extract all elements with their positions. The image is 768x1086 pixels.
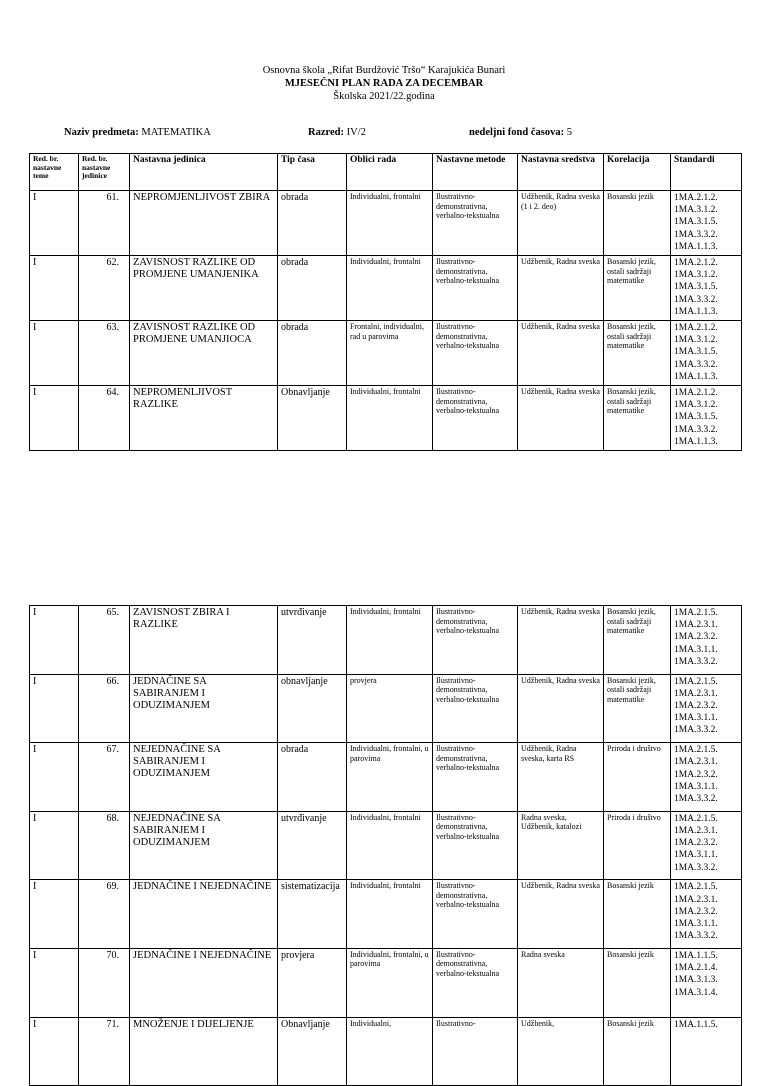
header-nastavna-jedinica: Nastavna jedinica: [130, 154, 278, 191]
cell-teme: I: [30, 386, 79, 451]
table-row: [30, 880, 742, 949]
cell-standardi: 1MA.2.1.2. 1MA.3.1.2. 1MA.3.1.5. 1MA.3.3.2. 1MA.1.1.3.: [671, 321, 742, 386]
cell-unit: NEJEDNAČINE SA SABIRANJEM I ODUZIMANJEM: [130, 743, 278, 812]
header-oblici-rada: Oblici rada: [347, 154, 433, 191]
cell-metode: Ilustrativno-demonstrativna, verbalno-tekstualna: [433, 256, 518, 321]
cell-standardi: 1MA.2.1.5. 1MA.2.3.1. 1MA.2.3.2. 1MA.3.1.1. 1MA.3.3.2.: [671, 880, 742, 949]
cell-unit: JEDNAČINE I NEJEDNAČINE: [130, 880, 278, 949]
table-row: [30, 743, 742, 812]
cell-sredstva: Udžbenik,: [518, 1017, 604, 1086]
cell-oblici: Individualni,: [347, 1017, 433, 1086]
cell-unit: NEPROMENLJIVOST RAZLIKE: [130, 386, 278, 451]
cell-num: 70.: [79, 948, 130, 1017]
cell-teme: I: [30, 191, 79, 256]
cell-teme: I: [30, 1017, 79, 1086]
header-nastavne-metode: Nastavne metode: [433, 154, 518, 191]
header-standardi: Standardi: [671, 154, 742, 191]
cell-sredstva: Udžbenik, Radna sveska (1 i 2. deo): [518, 191, 604, 256]
subject-field: [64, 127, 211, 138]
cell-tip: obnavljanje: [278, 674, 347, 743]
cell-korelacija: Priroda i društvo: [604, 743, 671, 812]
cell-korelacija: Priroda i društvo: [604, 811, 671, 880]
cell-teme: I: [30, 811, 79, 880]
table-row: [30, 256, 742, 321]
cell-teme: I: [30, 880, 79, 949]
cell-korelacija: Bosanski jezik: [604, 948, 671, 1017]
cell-oblici: Individualni, frontalni: [347, 191, 433, 256]
cell-teme: I: [30, 606, 79, 675]
table-header-row: [30, 154, 742, 191]
subject-label: Naziv predmeta:: [64, 127, 139, 138]
cell-sredstva: Udžbenik, Radna sveska, karta RS: [518, 743, 604, 812]
cell-tip: utvrđivanje: [278, 606, 347, 675]
cell-num: 63.: [79, 321, 130, 386]
cell-oblici: Individualni, frontalni, u parovima: [347, 743, 433, 812]
cell-unit: MNOŽENJE I DIJELJENJE: [130, 1017, 278, 1086]
cell-standardi: 1MA.2.1.5. 1MA.2.3.1. 1MA.2.3.2. 1MA.3.1.1. 1MA.3.3.2.: [671, 674, 742, 743]
cell-korelacija: Bosanski jezik, ostali sadržaji matematike: [604, 321, 671, 386]
cell-tip: utvrđivanje: [278, 811, 347, 880]
cell-tip: provjera: [278, 948, 347, 1017]
cell-num: 69.: [79, 880, 130, 949]
cell-oblici: Individualni, frontalni: [347, 256, 433, 321]
class-label: Razred:: [308, 127, 344, 138]
cell-oblici: Individualni, frontalni, u parovima: [347, 948, 433, 1017]
cell-korelacija: Bosanski jezik: [604, 880, 671, 949]
header-tip-casa: Tip časa: [278, 154, 347, 191]
table-row: [30, 948, 742, 1017]
plan-title: MJESEČNI PLAN RADA ZA DECEMBAR: [284, 78, 484, 89]
cell-korelacija: Bosanski jezik, ostali sadržaji matematike: [604, 386, 671, 451]
cell-korelacija: Bosanski jezik: [604, 191, 671, 256]
cell-num: 71.: [79, 1017, 130, 1086]
cell-tip: Obnavljanje: [278, 386, 347, 451]
cell-teme: I: [30, 743, 79, 812]
cell-oblici: Individualni, frontalni: [347, 606, 433, 675]
cell-korelacija: Bosanski jezik, ostali sadržaji matematike: [604, 256, 671, 321]
cell-standardi: 1MA.2.1.5. 1MA.2.3.1. 1MA.2.3.2. 1MA.3.1.1. 1MA.3.3.2.: [671, 743, 742, 812]
plan-table-page-1: [29, 153, 742, 451]
cell-num: 64.: [79, 386, 130, 451]
cell-teme: I: [30, 256, 79, 321]
cell-sredstva: Udžbenik, Radna sveska: [518, 321, 604, 386]
table-row: [30, 674, 742, 743]
cell-unit: NEJEDNAČINE SA SABIRANJEM I ODUZIMANJEM: [130, 811, 278, 880]
cell-num: 68.: [79, 811, 130, 880]
cell-tip: obrada: [278, 191, 347, 256]
cell-oblici: Individualni, frontalni: [347, 811, 433, 880]
cell-num: 65.: [79, 606, 130, 675]
plan-table-page-2: [29, 605, 742, 1086]
table-row: [30, 191, 742, 256]
subject-value: MATEMATIKA: [141, 127, 211, 138]
header-korelacija: Korelacija: [604, 154, 671, 191]
cell-standardi: 1MA.2.1.2. 1MA.3.1.2. 1MA.3.1.5. 1MA.3.3.2. 1MA.1.1.3.: [671, 256, 742, 321]
cell-sredstva: Udžbenik, Radna sveska: [518, 606, 604, 675]
cell-oblici: provjera: [347, 674, 433, 743]
cell-metode: Ilustrativno-: [433, 1017, 518, 1086]
cell-tip: obrada: [278, 321, 347, 386]
cell-teme: I: [30, 674, 79, 743]
cell-metode: Ilustrativno-demonstrativna, verbalno-tekstualna: [433, 811, 518, 880]
weekly-hours-label: nedeljni fond časova:: [469, 127, 565, 138]
cell-tip: Obnavljanje: [278, 1017, 347, 1086]
cell-unit: JEDNAČINE I NEJEDNAČINE: [130, 948, 278, 1017]
cell-standardi: 1MA.2.1.5. 1MA.2.3.1. 1MA.2.3.2. 1MA.3.1.1. 1MA.3.3.2.: [671, 606, 742, 675]
weekly-hours-field: [469, 127, 572, 138]
cell-num: 66.: [79, 674, 130, 743]
cell-unit: JEDNAČINE SA SABIRANJEM I ODUZIMANJEM: [130, 674, 278, 743]
cell-sredstva: Radna sveska, Udžbenik, katalozi: [518, 811, 604, 880]
cell-metode: Ilustrativno-demonstrativna, verbalno-tekstualna: [433, 606, 518, 675]
cell-sredstva: Udžbenik, Radna sveska: [518, 256, 604, 321]
cell-oblici: Frontalni, individualni, rad u parovima: [347, 321, 433, 386]
cell-standardi: 1MA.1.1.5.: [671, 1017, 742, 1086]
header-teme: Red. br. nastavne teme: [30, 154, 79, 191]
cell-standardi: 1MA.1.1.5. 1MA.2.1.4. 1MA.3.1.3. 1MA.3.1.4.: [671, 948, 742, 1017]
cell-num: 67.: [79, 743, 130, 812]
cell-standardi: 1MA.2.1.2. 1MA.3.1.2. 1MA.3.1.5. 1MA.3.3.2. 1MA.1.1.3.: [671, 386, 742, 451]
cell-metode: Ilustrativno-demonstrativna, verbalno-tekstualna: [433, 880, 518, 949]
cell-unit: ZAVISNOST RAZLIKE OD PROMJENE UMANJIOCA: [130, 321, 278, 386]
weekly-hours-value: 5: [566, 127, 572, 138]
cell-sredstva: Udžbenik, Radna sveska: [518, 880, 604, 949]
cell-unit: NEPROMJENLJIVOST ZBIRA: [130, 191, 278, 256]
cell-oblici: Individualni, frontalni: [347, 386, 433, 451]
table-row: [30, 386, 742, 451]
table-row: [30, 1017, 742, 1086]
cell-teme: I: [30, 948, 79, 1017]
subject-info: [64, 127, 744, 141]
header-nastavna-sredstva: Nastavna sredstva: [518, 154, 604, 191]
cell-korelacija: Bosanski jezik, ostali sadržaji matematike: [604, 674, 671, 743]
table-row: [30, 606, 742, 675]
cell-korelacija: Bosanski jezik: [604, 1017, 671, 1086]
cell-oblici: Individualni, frontalni: [347, 880, 433, 949]
cell-unit: ZAVISNOST RAZLIKE OD PROMJENE UMANJENIKA: [130, 256, 278, 321]
header-jedinice: Red. br. nastavne jedinice: [79, 154, 130, 191]
document-header: [0, 64, 768, 103]
cell-metode: Ilustrativno-demonstrativna, verbalno-tekstualna: [433, 674, 518, 743]
cell-num: 61.: [79, 191, 130, 256]
class-value: IV/2: [346, 127, 366, 138]
cell-sredstva: Udžbenik, Radna sveska: [518, 386, 604, 451]
cell-metode: Ilustrativno-demonstrativna, verbalno-tekstualna: [433, 386, 518, 451]
cell-sredstva: Udžbenik, Radna sveska: [518, 674, 604, 743]
cell-unit: ZAVISNOST ZBIRA I RAZLIKE: [130, 606, 278, 675]
cell-standardi: 1MA.2.1.5. 1MA.2.3.1. 1MA.2.3.2. 1MA.3.1.1. 1MA.3.3.2.: [671, 811, 742, 880]
cell-tip: sistematizacija: [278, 880, 347, 949]
cell-sredstva: Radna sveska: [518, 948, 604, 1017]
cell-metode: Ilustrativno-demonstrativna, verbalno-tekstualna: [433, 743, 518, 812]
table-row: [30, 321, 742, 386]
cell-tip: obrada: [278, 743, 347, 812]
cell-metode: Ilustrativno-demonstrativna, verbalno-tekstualna: [433, 191, 518, 256]
cell-num: 62.: [79, 256, 130, 321]
cell-metode: Ilustrativno-demonstrativna, verbalno-tekstualna: [433, 321, 518, 386]
cell-korelacija: Bosanski jezik, ostali sadržaji matematike: [604, 606, 671, 675]
cell-tip: obrada: [278, 256, 347, 321]
class-field: [308, 127, 366, 138]
cell-standardi: 1MA.2.1.2. 1MA.3.1.2. 1MA.3.1.5. 1MA.3.3.2. 1MA.1.1.3.: [671, 191, 742, 256]
cell-teme: I: [30, 321, 79, 386]
school-year: Školska 2021/22.godina: [333, 91, 435, 102]
school-name: Osnovna škola „Rifat Burdžović Tršo“ Karajukića Bunari: [262, 65, 506, 76]
table-row: [30, 811, 742, 880]
cell-metode: Ilustrativno-demonstrativna, verbalno-tekstualna: [433, 948, 518, 1017]
